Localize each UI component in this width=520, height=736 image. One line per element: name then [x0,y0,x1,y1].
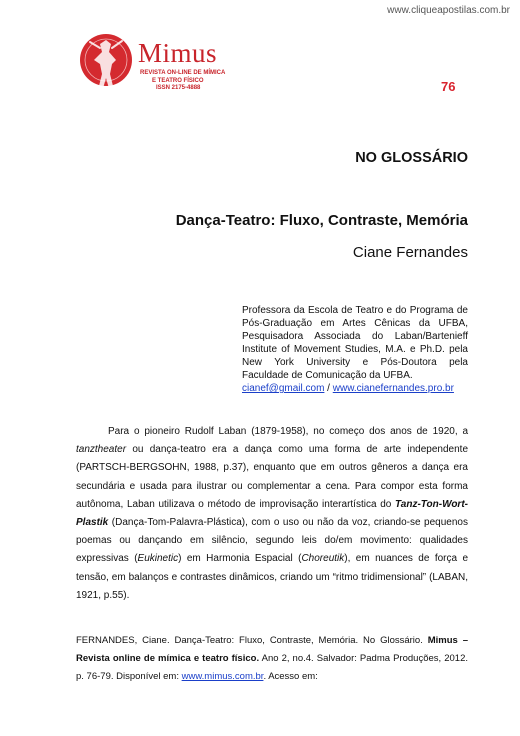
body-text-segment: ) em Harmonia Espacial ( [178,553,302,565]
author-website-link[interactable]: www.cianefernandes.pro.br [332,383,454,394]
body-text-segment: ou dança-teatro era a dança como uma forma de arte independente (PARTSCH-BERGSOHN, 1988, p.37), enquanto que em outros gêneros a dança era secundária e usada para ilustrar ou complementar a cena. Para compor esta forma autônoma, Laban utilizava o método de improvisação interartística do [76,444,468,510]
term-choreutik: Choreutik [301,553,345,565]
logo-subtitle [140,70,225,93]
logo-name: Mimus [138,38,218,68]
mimus-logo [78,30,238,96]
citation-footer [76,632,468,687]
term-tanztheater: tanztheater [76,444,127,456]
citation-journal: Mimus – Revista online de mímica e teatro físico. [76,635,469,665]
section-title: NO GLOSSÁRIO [355,150,468,166]
citation-text: Ano 2, no.4. Salvador: Padma Produções, 2012. p. 76-79. Disponível em: [76,653,468,683]
citation-url-link[interactable]: www.mimus.com.br [181,671,264,683]
citation-text: FERNANDES, Ciane. Dança-Teatro: Fluxo, Contraste, Memória. No Glossário. [76,635,428,646]
page-number: 76 [441,79,456,94]
body-paragraph [76,423,468,605]
term-tanz-ton-wort-plastik: Tanz-Ton-Wort-Plastik [76,498,468,529]
link-separator: / [324,383,333,394]
author-email-link[interactable]: cianef@gmail.com [242,383,325,394]
author-name: Ciane Fernandes [352,244,468,261]
body-text-segment: Para o pioneiro Rudolf Laban (1879-1958), no começo dos anos de 1920, a [108,426,468,437]
affiliation-text: Professora da Escola de Teatro e do Programa de Pós-Graduação em Artes Cênicas da UFBA, Pesquisadora Associada do Laban/Bartenieff Institute of Movement Studies, M.A. e Ph.D. pela New York University e Pós-Doutora pela Faculdade de Comunicação da UFBA. [242,305,468,381]
term-eukinetic: Eukinetic [137,553,179,565]
article-body [76,423,468,605]
logo-subtitle-line-2: E TEATRO FÍSICO [152,77,204,84]
logo-subtitle-line-1: REVISTA ON-LINE DE MÍMICA [140,70,226,76]
mimus-emblem-icon [78,30,136,96]
body-text-segment: (Dança-Tom-Palavra-Plástica), com o uso ou não da voz, criando-se pequenos poemas ou dançando em silêncio, segundo leis do/em movimento: qualidades expressivas ( [76,517,468,565]
site-watermark: www.cliqueapostilas.com.br [387,5,510,16]
author-affiliation [242,304,468,395]
citation-text: . Acesso em: [263,671,318,683]
article-title: Dança-Teatro: Fluxo, Contraste, Memória [175,212,468,229]
logo-issn: ISSN 2175-4888 [156,85,201,91]
body-text-segment: ), em nuances de força e tensão, em balanços e contrastes dinâmicos, criando um “ritmo tridimensional” (LABAN, 1921, p.55). [76,553,469,601]
